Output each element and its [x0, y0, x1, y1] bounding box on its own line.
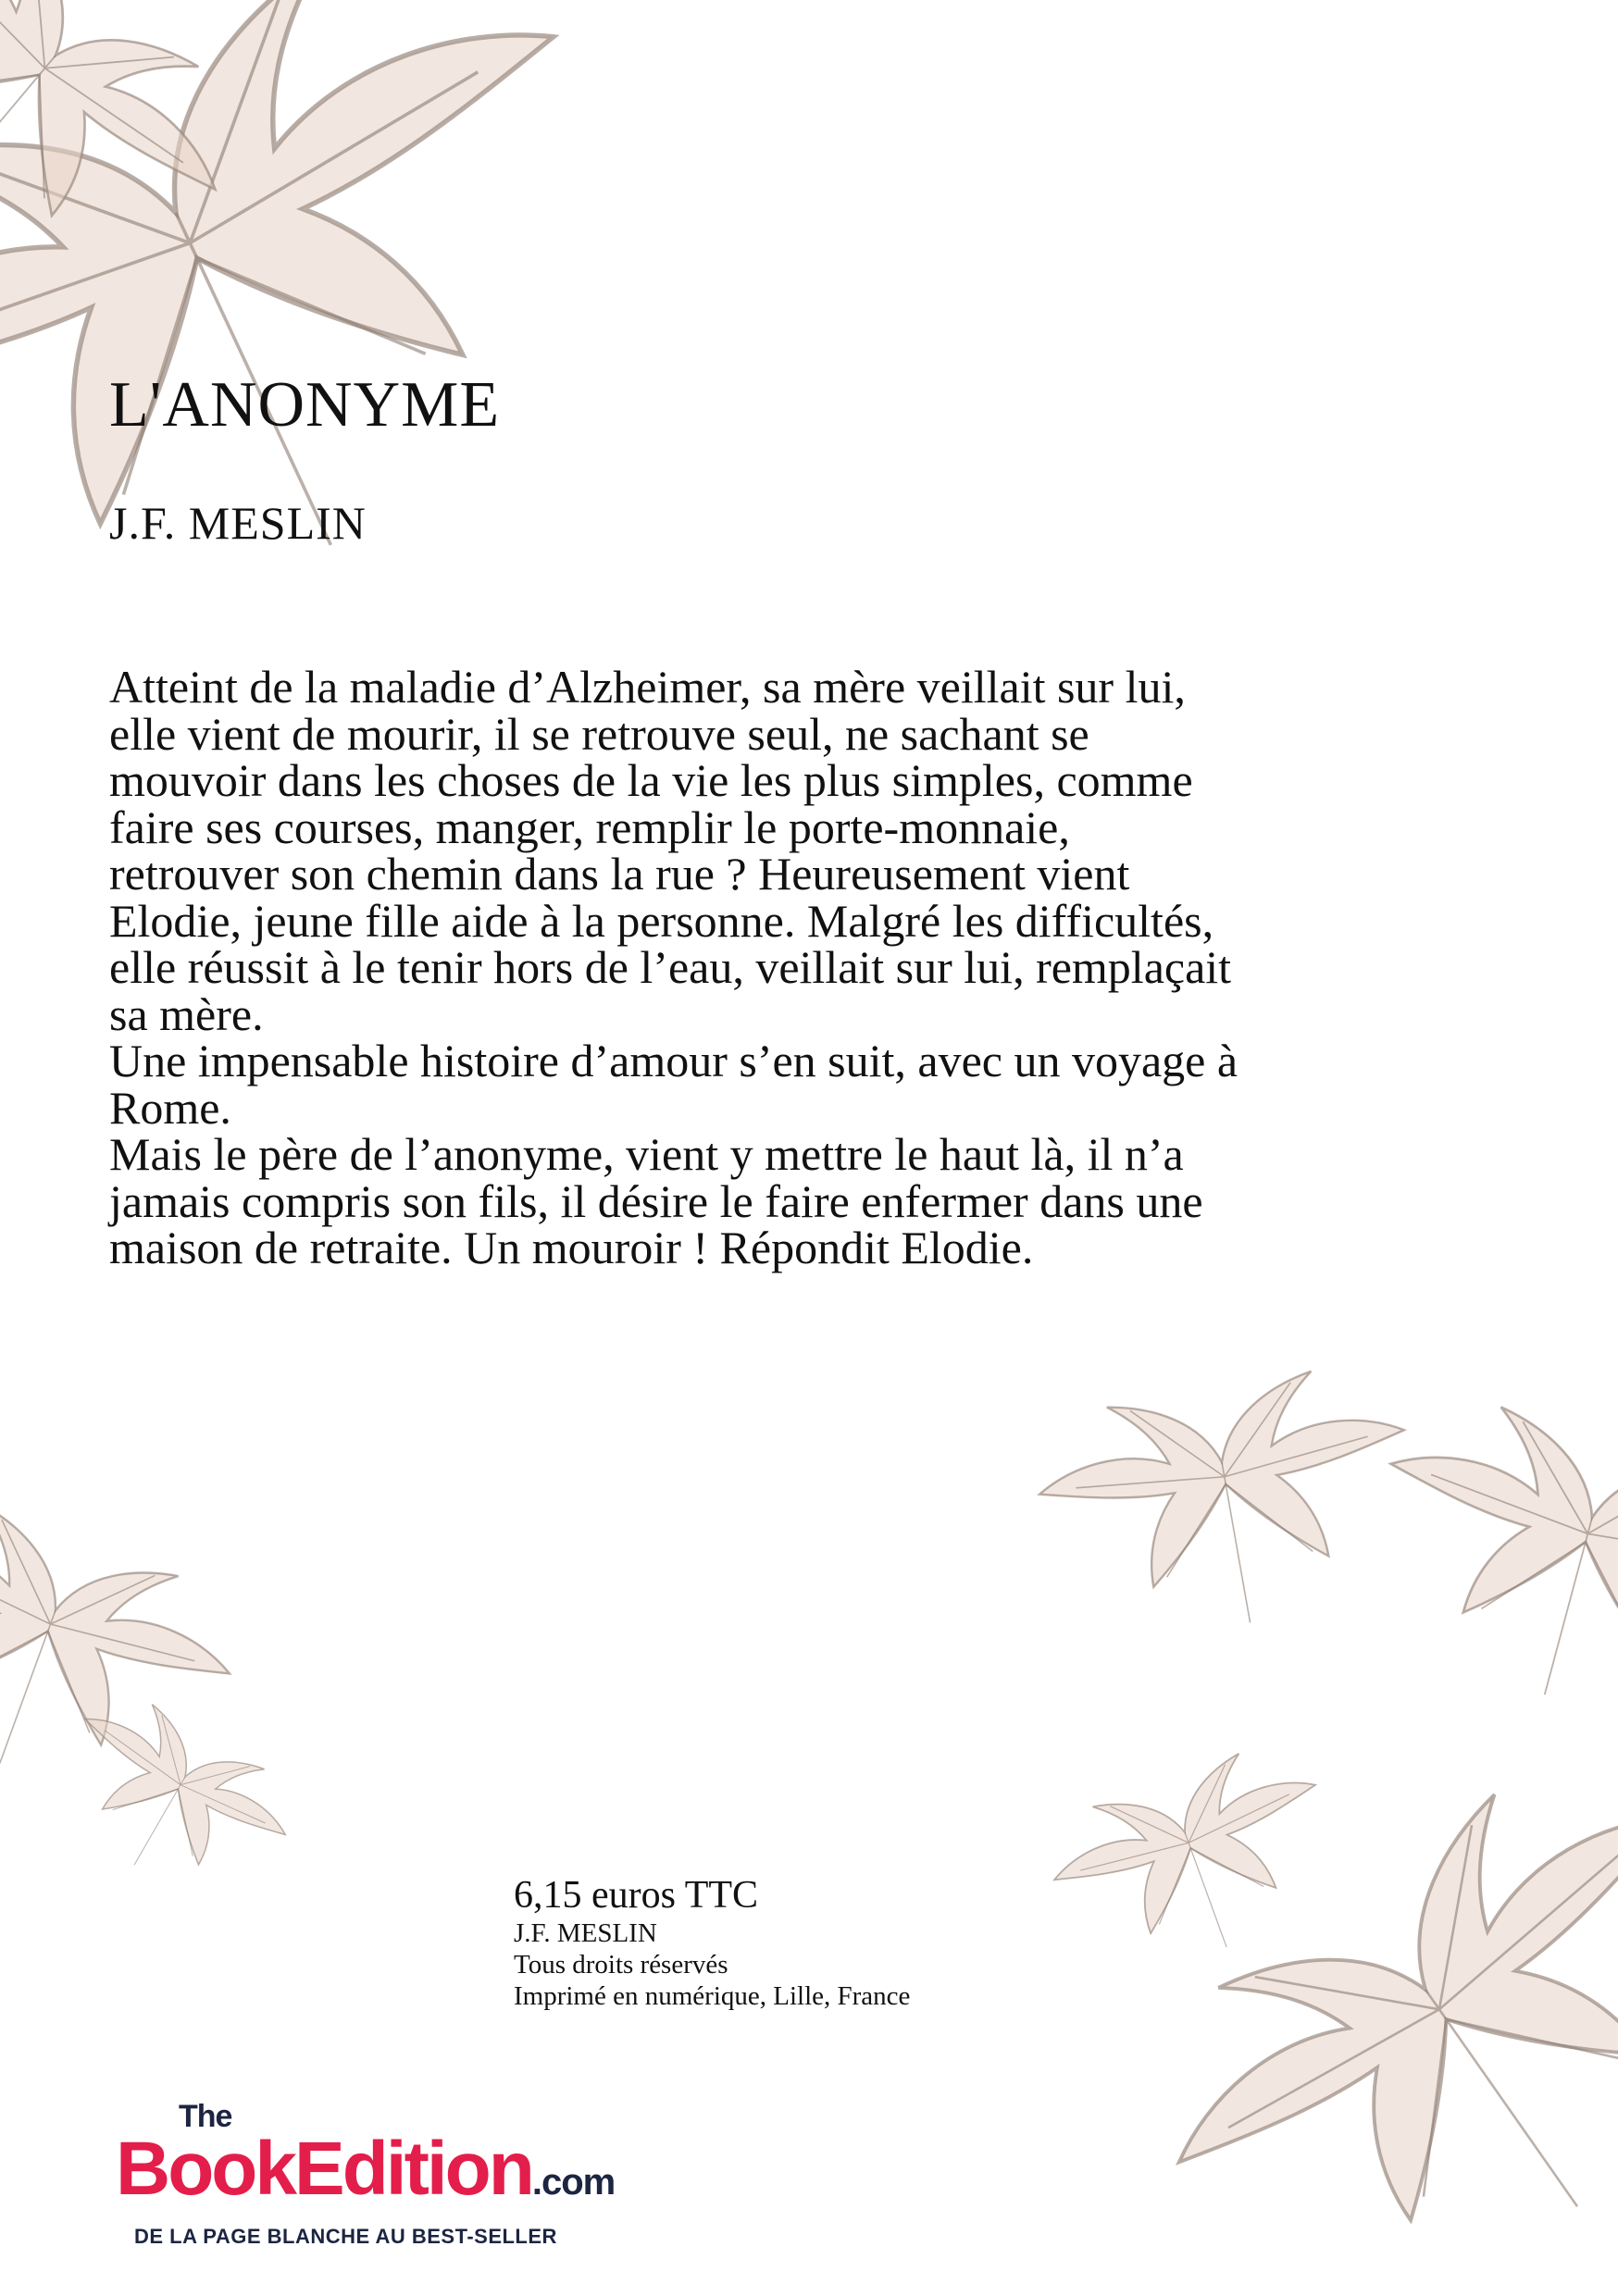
blurb-paragraph: Mais le père de l’anonyme, vient y mettre le haut là, il n’a jamais compris son fils, il désire le faire enfermer dans une maison de retraite. Un mouroir ! Répondit Elodie. — [109, 1128, 1203, 1273]
logo-domain: .com — [531, 2162, 616, 2203]
logo-wordmark — [116, 2127, 671, 2219]
logo-the: The — [179, 2099, 232, 2134]
print-notice: Imprimé en numérique, Lille, France — [514, 1981, 911, 2011]
book-title: L'ANONYME — [109, 369, 501, 441]
publisher-logo — [116, 2101, 671, 2251]
colophon — [514, 1873, 910, 2012]
logo-name: BookEdition — [116, 2127, 532, 2211]
blurb-paragraph: Une impensable histoire d’amour s’en suit, avec un voyage à Rome. — [109, 1035, 1238, 1134]
author-name: J.F. MESLIN — [109, 497, 367, 549]
back-cover-blurb — [109, 661, 1238, 1273]
leaf-center-lower — [1036, 1732, 1358, 1994]
leaf-bottom-right — [1110, 1719, 1618, 2296]
leaf-bottom-left-small — [34, 1679, 309, 1923]
leaf-right-middle — [1027, 1357, 1432, 1655]
rights-notice: Tous droits réservés — [514, 1950, 728, 1980]
colophon-author: J.F. MESLIN — [514, 1918, 657, 1948]
logo-tagline: DE LA PAGE BLANCHE AU BEST-SELLER — [134, 2225, 557, 2248]
price: 6,15 euros TTC — [514, 1874, 759, 1917]
blurb-paragraph: Atteint de la maladie d’Alzheimer, sa mère veillait sur lui, elle vient de mourir, il se retrouve seul, ne sachant se mouvoir dans les choses de la vie les plus simples, comme faire ses courses, manger, remplir le porte-monnaie, retrouver son chemin dans la rue ? Heureusement vient Elodie, jeune fille aide à la personne. Malgré les difficultés, elle réussit à le tenir hors de l’eau, veillait sur lui, remplaçait sa mère. — [109, 661, 1232, 1040]
